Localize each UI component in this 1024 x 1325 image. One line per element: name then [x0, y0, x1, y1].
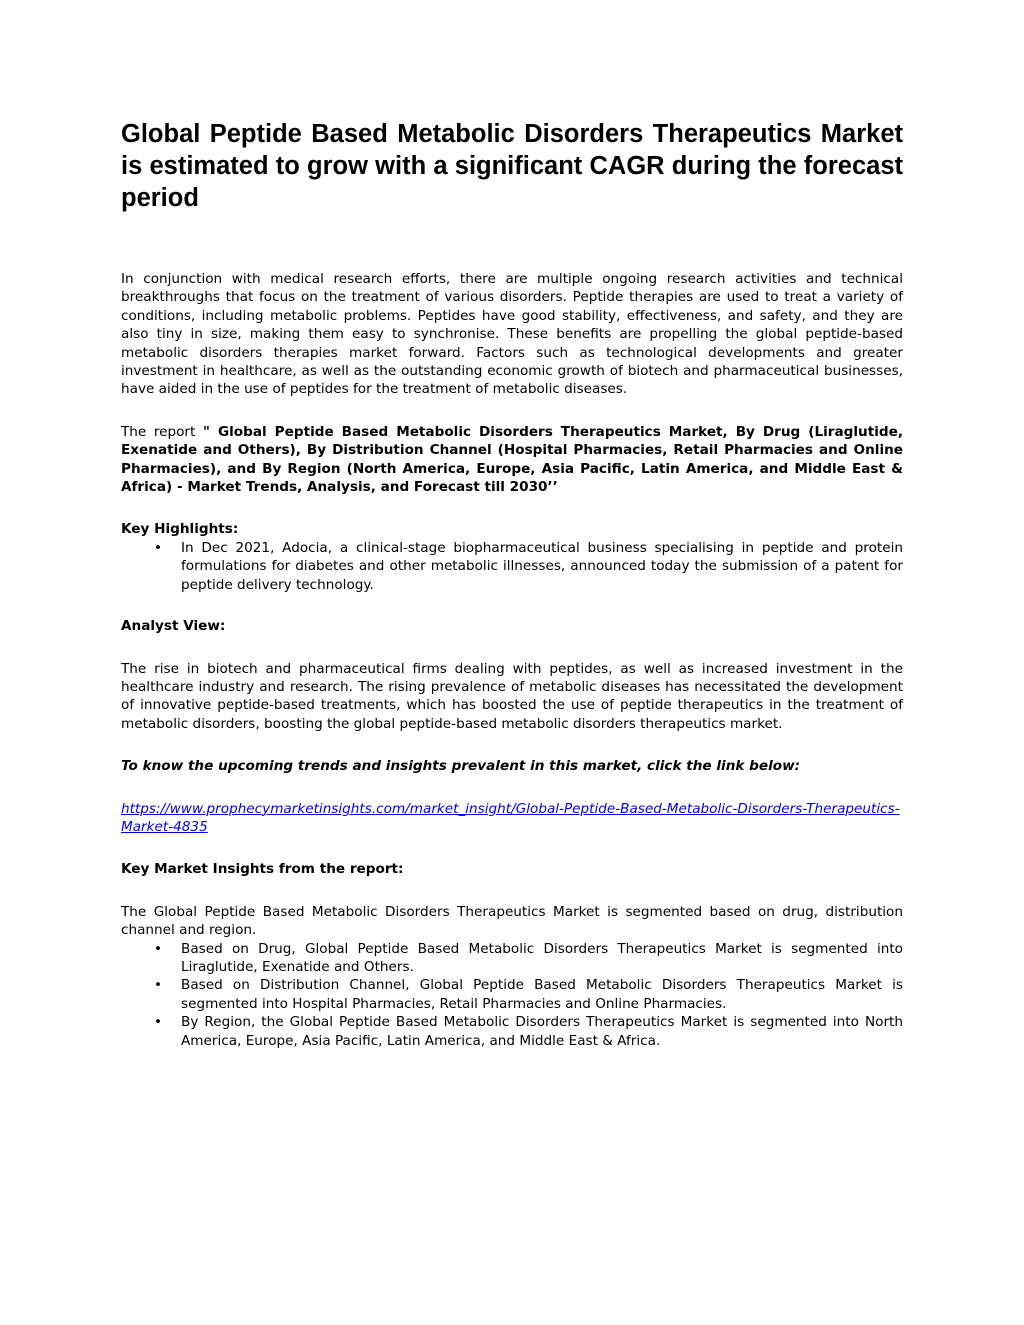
key-highlights-heading: Key Highlights:	[121, 521, 239, 538]
cta-text: To know the upcoming trends and insights prevalent in this market, click the link below:	[121, 758, 801, 775]
bullet-icon: •	[154, 539, 163, 556]
list-item	[121, 976, 903, 1013]
list-item-text: Based on Distribution Channel, Global Peptide Based Metabolic Disorders Therapeutics Market is segmented into Hospital Pharmacies, Retail Pharmacies and Online Pharmacies.	[181, 977, 903, 1012]
report-paragraph	[121, 423, 903, 497]
key-insights-list	[121, 940, 903, 1050]
bullet-icon: •	[154, 977, 163, 994]
document-title: Global Peptide Based Metabolic Disorders Therapeutics Market is estimated to grow with a significant CAGR during the forecast period	[121, 120, 903, 212]
analyst-view-heading: Analyst View:	[121, 618, 226, 635]
key-insights-heading: Key Market Insights from the report:	[121, 861, 404, 878]
key-insights-paragraph: The Global Peptide Based Metabolic Disorders Therapeutics Market is segmented based on drug, distribution channel and region.	[121, 903, 903, 939]
list-item	[121, 940, 903, 977]
key-highlights-list	[121, 539, 903, 594]
report-lead-text: The report	[121, 423, 203, 440]
document-page	[121, 118, 903, 1050]
report-link[interactable]: https://www.prophecymarketinsights.com/market_insight/Global-Peptide-Based-Metabolic-Disorders-Therapeutics-Market-4835	[121, 800, 900, 835]
list-item-text: By Region, the Global Peptide Based Metabolic Disorders Therapeutics Market is segmented into North America, Europe, Asia Pacific, Latin America, and Middle East & Africa.	[181, 1014, 903, 1049]
report-title-text: " Global Peptide Based Metabolic Disorders Therapeutics Market, By Drug (Liraglutide, Exenatide and Others), By Distribution Channel (Hospital Pharmacies, Retail Pharmacies and Online Pharmacies), and By Region (North America, Europe, Asia Pacific, Latin America, and Middle East & Africa) - Market Trends, Analysis, and Forecast till 2030’’	[121, 423, 903, 496]
bullet-icon: •	[154, 940, 163, 957]
list-item	[121, 539, 903, 594]
list-item-text: Based on Drug, Global Peptide Based Metabolic Disorders Therapeutics Market is segmented into Liraglutide, Exenatide and Others.	[181, 940, 903, 975]
list-item-text: In Dec 2021, Adocia, a clinical-stage biopharmaceutical business specialising in peptide and protein formulations for diabetes and other metabolic illnesses, announced today the submission of a patent for peptide delivery technology.	[181, 539, 903, 593]
list-item	[121, 1013, 903, 1050]
intro-paragraph: In conjunction with medical research efforts, there are multiple ongoing research activities and technical breakthroughs that focus on the treatment of various disorders. Peptide therapies are used to treat a variety of conditions, including metabolic problems. Peptides have good stability, effectiveness, and safety, and they are also tiny in size, making them easy to synchronise. These benefits are propelling the global peptide-based metabolic disorders therapies market forward. Factors such as technological developments and greater investment in healthcare, as well as the outstanding economic growth of biotech and pharmaceutical businesses, have aided in the use of peptides for the treatment of metabolic diseases.	[121, 271, 903, 398]
analyst-view-paragraph: The rise in biotech and pharmaceutical firms dealing with peptides, as well as increased investment in the healthcare industry and research. The rising prevalence of metabolic diseases has necessitated the development of innovative peptide-based treatments, which has boosted the use of peptide therapeutics in the treatment of metabolic disorders, boosting the global peptide-based metabolic disorders therapeutics market.	[121, 660, 903, 732]
bullet-icon: •	[154, 1014, 163, 1031]
